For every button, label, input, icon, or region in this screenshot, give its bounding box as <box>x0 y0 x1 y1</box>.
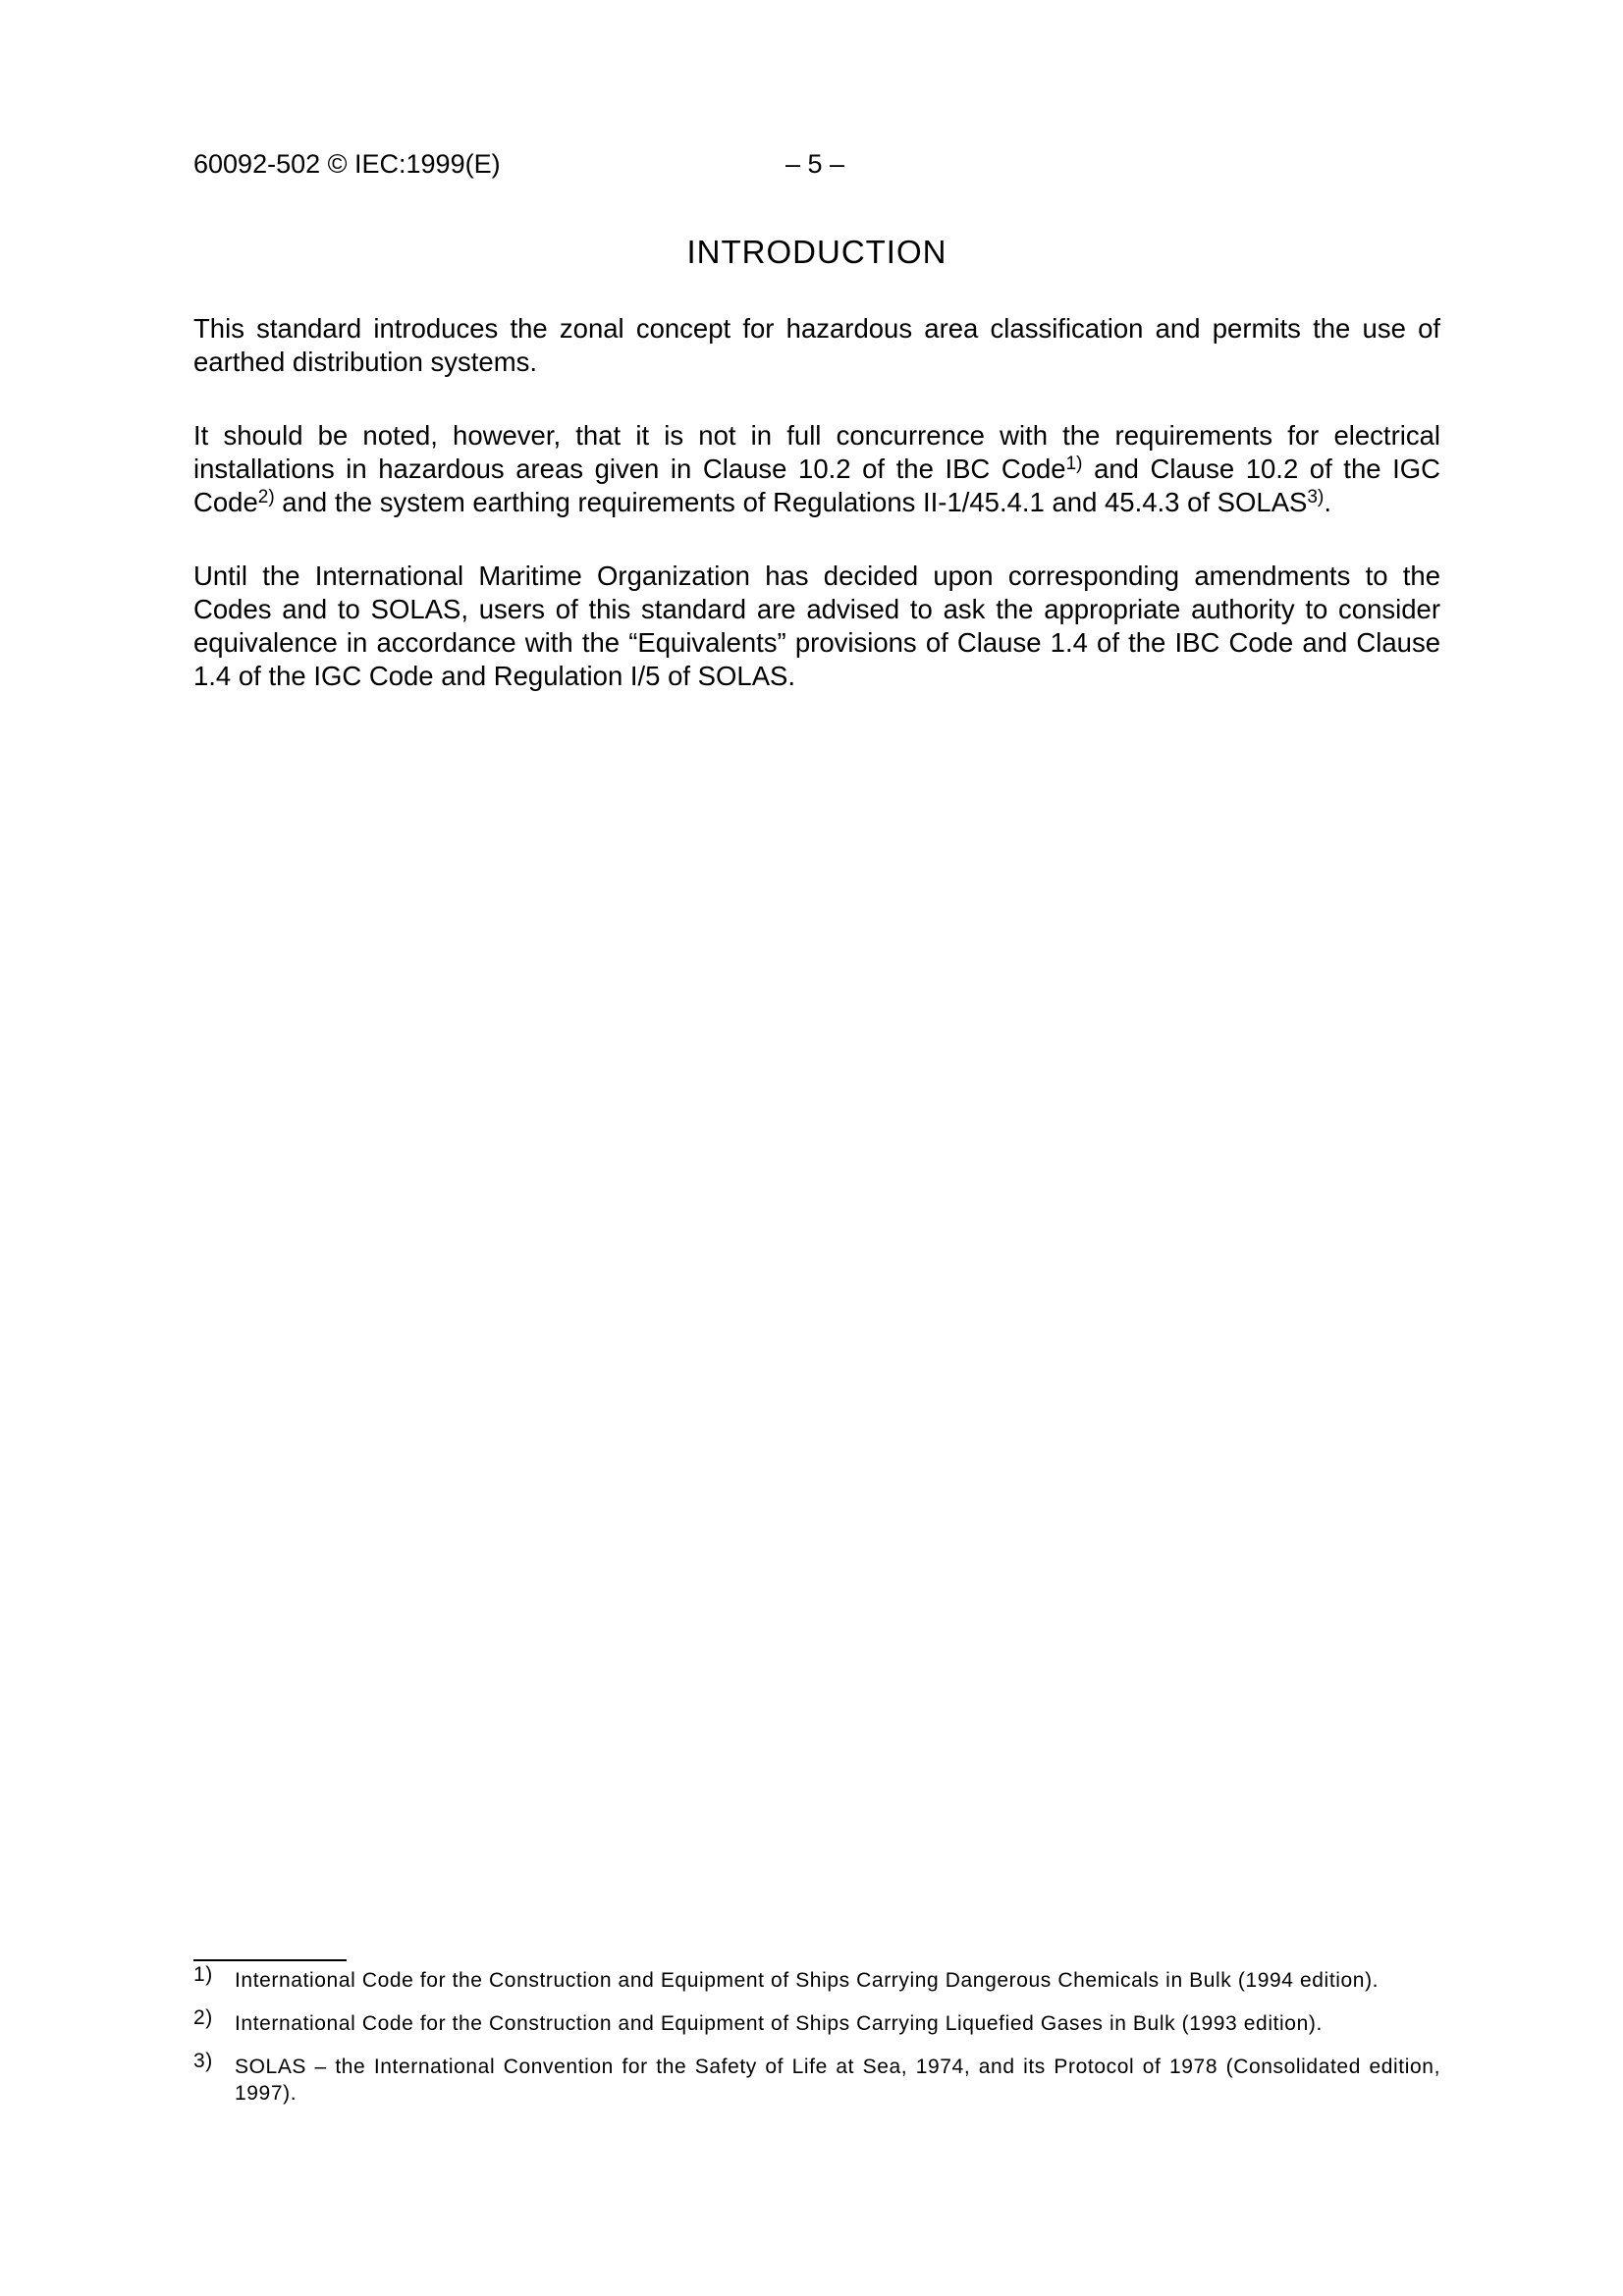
footnotes <box>193 1959 1440 2123</box>
paragraph-2-text-b: and Clause 10.2 of the IGC Code <box>193 454 1440 517</box>
paragraph-2-text-a: It should be noted, however, that it is not in full concurrence with the requirements for electrical installations in hazardous areas given in Clause 10.2 of the IBC Code <box>193 420 1440 484</box>
footnote-ref-2: 2) <box>257 487 275 507</box>
introduction-body <box>193 312 1440 733</box>
paragraph-2 <box>193 419 1440 519</box>
paragraph-2-text-c: and the system earthing requirements of Regulations II-1/45.4.1 and 45.4.3 of SOLAS <box>274 487 1308 517</box>
document-reference: 60092-502 © IEC:1999(E) <box>193 149 501 179</box>
footnote-ref-1: 1) <box>1065 454 1083 474</box>
footnote-3-text: SOLAS – the International Convention for the Safety of Life at Sea, 1974, and its Protocol of 1978 (Consolidated edition, 1997). <box>235 2056 1440 2105</box>
footnote-ref-3: 3) <box>1307 487 1325 507</box>
section-title: INTRODUCTION <box>686 234 947 270</box>
footnote-2 <box>193 2006 1440 2037</box>
paragraph-3: Until the International Maritime Organization has decided upon corresponding amendments to the Codes and to SOLAS, users of this standard are advised to ask the appropriate authority to consider equivalence in accordance with the “Equivalents” provisions of Clause 1.4 of the IBC Code and Clause 1.4 of the IGC Code and Regulation I/5 of SOLAS. <box>193 561 1440 691</box>
footnote-1 <box>193 1963 1440 1994</box>
footnote-1-mark: 1) <box>193 1963 213 1986</box>
paragraph-2-text-d: . <box>1324 487 1331 517</box>
footnote-2-mark: 2) <box>193 2006 213 2029</box>
footnote-3-mark: 3) <box>193 2050 213 2072</box>
footnote-2-text: International Code for the Construction and Equipment of Ships Carrying Liquefied Gases in Bulk (1993 edition). <box>235 2012 1323 2035</box>
footnote-1-text: International Code for the Construction and Equipment of Ships Carrying Dangerous Chemicals in Bulk (1994 edition). <box>235 1969 1380 1992</box>
paragraph-1: This standard introduces the zonal concept for hazardous area classification and permits the use of earthed distribution systems. <box>193 313 1440 377</box>
footnote-3 <box>193 2050 1440 2107</box>
footnote-separator <box>193 1959 347 1961</box>
page-number: – 5 – <box>785 149 845 179</box>
